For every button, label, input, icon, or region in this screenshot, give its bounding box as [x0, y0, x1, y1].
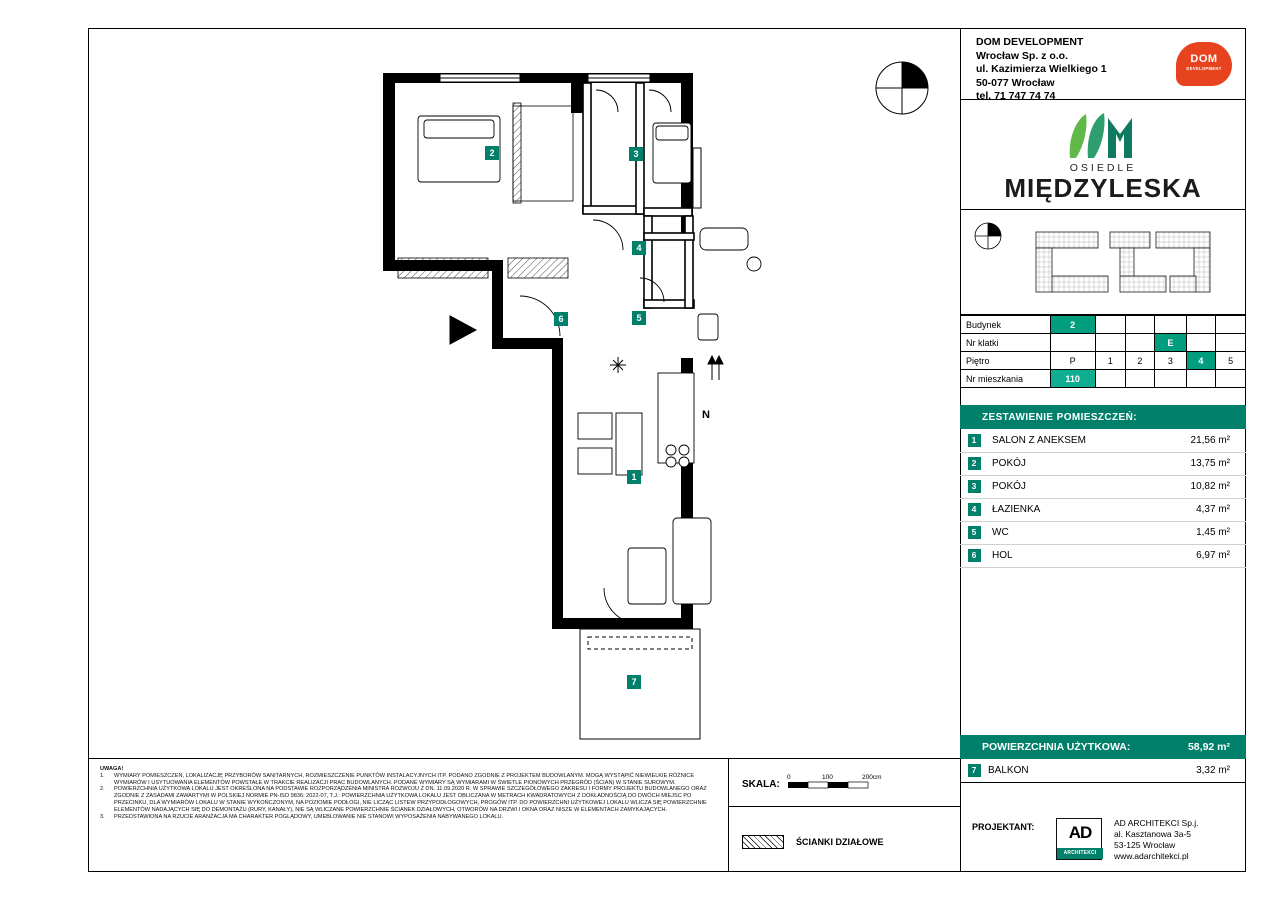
table-row [960, 544, 1246, 567]
table-row [960, 498, 1246, 521]
note-number: 3. [100, 813, 105, 820]
note-text: POWIERZCHNIA UŻYTKOWA LOKALU JEST OKREŚLONA NA PODSTAWIE ROZPORZĄDZENIA MINISTRA ROZWOJU Z DN. 11.09.2020 R. W SPRAWIE SZCZEGÓŁOWEGO ZAKRESU I FORMY PROJEKTU BUDOWLANEGO ORAZ ZGODNIE Z ZASADAMI ZAWARTYMI W POLSKIEJ NORMIE PN-ISO 9836: 2022-07, T.J.: POWIERZCHNIA UŻYTKOWA LOKALU JEST OBLICZANA W METRACH KWADRATOWYCH Z DOKŁADNOŚCIĄ DO DWÓCH MIEJSC PO PRZECINKU, DLA WYMIARÓW LOKALU W STANIE WYKOŃCZONYM, NA POZIOMIE PODŁOGI, NIE LICZĄC LISTEW PRZYPODŁOGOWYCH, PROGÓW ITP. DO POWIERZCHNI UŻYTKOWEJ LOKALU WLICZA SIĘ POWIERZCHNIE ELEMENTÓW NADAJĄCYCH SIĘ DO DEMONTAŻU (RURY, KANAŁY), NIE SĄ WLICZANE POWIERZCHNIE ŚCIANEK DZIAŁOWYCH, OTWORÓW NA DRZWI I OKNA ORAZ NISZE W ELEMENTACH ZAMYKAJĄCYCH. [114, 786, 707, 813]
room-name: HOL [988, 544, 1152, 567]
info-blank-5 [1216, 316, 1246, 334]
note-text: PRZEDSTAWIONA NA RZUCIE ARANŻACJA MA CHARAKTER POGLĄDOWY, UMEBLOWANIE NIE STANOWI WYPOSAŻENIA NABYWANEGO LOKALU. [114, 813, 504, 820]
rooms-table-title: ZESTAWIENIE POMIESZCZEŃ: [960, 405, 1246, 429]
company-line-3: ul. Kazimierza Wielkiego 1 [976, 63, 1107, 75]
estate-logo-block [960, 100, 1246, 210]
total-area-value: 58,92 m² [1187, 741, 1230, 753]
info-blank-4 [1186, 316, 1216, 334]
table-row [960, 452, 1246, 475]
svg-text:200cm: 200cm [862, 774, 882, 781]
scale-bar [786, 772, 906, 794]
room-badge: 3 [968, 480, 981, 493]
designer-label: PROJEKTANT: [972, 822, 1035, 832]
designer-line-3: 53-125 Wrocław [1114, 840, 1176, 850]
notes-block [100, 766, 720, 820]
designer-address [1114, 818, 1199, 862]
info-label-pietro: Piętro [960, 352, 1050, 370]
table-row [960, 521, 1246, 544]
scale-label: SKALA: [742, 779, 780, 790]
compass-icon [874, 60, 930, 116]
info-blank-10 [1216, 334, 1246, 352]
total-area-bar [960, 735, 1246, 759]
room-number-cell [960, 521, 988, 544]
apartment-floorplan [88, 28, 960, 758]
bottom-separator [88, 758, 960, 759]
room-area: 13,75 m² [1152, 452, 1246, 475]
hatch-swatch-icon [742, 835, 784, 849]
table-row [960, 475, 1246, 498]
pietro-option-3: 3 [1155, 352, 1186, 370]
company-line-1: DOM DEVELOPMENT [976, 36, 1084, 48]
info-label-klatka: Nr klatki [960, 334, 1050, 352]
room-badge: 2 [968, 457, 981, 470]
info-label-mieszkanie: Nr mieszkania [960, 370, 1050, 388]
room-marker-6: 6 [554, 312, 568, 326]
compass-small-icon [974, 222, 1002, 250]
info-blank-3 [1155, 316, 1186, 334]
room-name: SALON Z ANEKSEM [988, 429, 1152, 452]
room-badge: 6 [968, 549, 981, 562]
ad-architekci-logo [1056, 818, 1102, 860]
note-number: 1. [100, 772, 105, 779]
balcony-row [960, 759, 1246, 783]
logo-main-text: DOM [1190, 53, 1218, 65]
notes-title: UWAGA! [100, 766, 124, 772]
estate-osiedle-label: OSIEDLE [1069, 162, 1137, 174]
info-blank-2 [1125, 316, 1155, 334]
info-blank-1 [1095, 316, 1125, 334]
room-number-cell [960, 475, 988, 498]
note-item [100, 773, 720, 787]
logo-sub-text: DEVELOPMENT [1186, 66, 1222, 71]
balcony-area: 3,32 m² [1196, 765, 1230, 776]
company-line-2: Wrocław Sp. z o.o. [976, 49, 1068, 62]
info-row-budynek [960, 316, 1246, 334]
balcony-badge: 7 [968, 764, 981, 777]
room-marker-1: 1 [627, 470, 641, 484]
room-marker-2: 2 [485, 146, 499, 160]
room-area: 10,82 m² [1152, 475, 1246, 498]
room-area: 4,37 m² [1152, 498, 1246, 521]
info-value-budynek: 2 [1050, 316, 1095, 334]
apartment-info-table [960, 315, 1246, 388]
ad-logo-text: AD [1068, 823, 1092, 842]
room-name: WC [988, 521, 1152, 544]
estate-mark-icon [1064, 112, 1142, 160]
room-marker-5: 5 [632, 311, 646, 325]
info-label-budynek: Budynek [960, 316, 1050, 334]
room-marker-7: 7 [627, 675, 641, 689]
room-number-cell [960, 498, 988, 521]
room-number-cell [960, 452, 988, 475]
rooms-table [960, 429, 1246, 568]
balcony-number-cell [960, 764, 988, 777]
room-number-cell [960, 429, 988, 452]
note-text: WYMIARY POMIESZCZEŃ, LOKALIZACJĘ PRZYBORÓW SANITARNYCH, ROZMIESZCZENIE PUNKTÓW INSTALACYJNYCH ITP. PODANO ZGODNIE Z PROJEKTEM BUDOWLANYM. MOGĄ WYSTĄPIĆ NIEWIELKIE RÓŻNICE WYMIARÓW I USYTUOWANIA ELEMENTÓW POWSTAŁE W TRAKCIE REALIZACJI PRAC BUDOWLANYCH. PODANE WYMIARY SĄ WYMIARAMI W ŚWIETLE PIONOWYCH PRZEGRÓD (ŚCIAN) W STANIE SUROWYM. [114, 772, 695, 786]
svg-text:0: 0 [787, 774, 791, 781]
info-blank-7 [1095, 334, 1125, 352]
dom-development-logo [1176, 42, 1232, 86]
room-name: POKÓJ [988, 475, 1152, 498]
room-number-cell [960, 544, 988, 567]
room-area: 6,97 m² [1152, 544, 1246, 567]
room-area: 21,56 m² [1152, 429, 1246, 452]
room-area: 1,45 m² [1152, 521, 1246, 544]
balcony-name: BALKON [988, 765, 1029, 776]
company-address [976, 36, 1107, 104]
info-row-pietro [960, 352, 1246, 370]
info-blank-13 [1155, 370, 1186, 388]
info-blank-8 [1125, 334, 1155, 352]
pietro-option-5: 5 [1216, 352, 1246, 370]
pietro-option-4-selected: 4 [1186, 352, 1216, 370]
info-row-klatka [960, 334, 1246, 352]
room-badge: 1 [968, 434, 981, 447]
table-row [960, 429, 1246, 452]
designer-line-2: al. Kasztanowa 3a-5 [1114, 829, 1192, 839]
info-blank-12 [1125, 370, 1155, 388]
info-blank-6 [1050, 334, 1095, 352]
info-blank-14 [1186, 370, 1216, 388]
pietro-option-1: 1 [1095, 352, 1125, 370]
svg-text:100: 100 [822, 774, 833, 781]
hatch-legend-label: ŚCIANKI DZIAŁOWE [796, 837, 884, 847]
pietro-option-2: 2 [1125, 352, 1155, 370]
bottom-vertical-separator [728, 758, 729, 872]
room-name: ŁAZIENKA [988, 498, 1152, 521]
room-badge: 5 [968, 526, 981, 539]
note-item [100, 786, 720, 813]
header-block [960, 28, 1246, 100]
room-name: POKÓJ [988, 452, 1152, 475]
svg-text:N: N [702, 409, 710, 421]
info-blank-9 [1186, 334, 1216, 352]
info-value-klatka: E [1155, 334, 1186, 352]
company-line-4: 50-077 Wrocław [976, 76, 1055, 89]
site-plan-block [960, 210, 1246, 315]
room-marker-3: 3 [629, 147, 643, 161]
estate-name: MIĘDZYLESKA [1004, 173, 1202, 203]
legend-partition-walls [742, 832, 952, 852]
info-blank-11 [1095, 370, 1125, 388]
total-area-label: POWIERZCHNIA UŻYTKOWA: [982, 741, 1131, 753]
info-value-mieszkanie: 110 [1050, 370, 1095, 388]
info-blank-15 [1216, 370, 1246, 388]
company-line-5: tel. 71 747 74 74 [976, 90, 1056, 102]
note-item [100, 814, 720, 821]
pietro-option-p: P [1050, 352, 1095, 370]
room-marker-4: 4 [632, 241, 646, 255]
note-number: 2. [100, 786, 105, 793]
designer-block [960, 806, 1246, 872]
designer-website[interactable]: www.adarchitekci.pl [1114, 851, 1189, 861]
room-badge: 4 [968, 503, 981, 516]
ad-logo-sub: ARCHITEKCI [1057, 848, 1103, 859]
site-plan-diagram [1024, 222, 1224, 302]
bottom-middle-separator [728, 806, 960, 807]
info-row-mieszkanie [960, 370, 1246, 388]
designer-line-1: AD ARCHITEKCI Sp.j. [1114, 818, 1199, 828]
